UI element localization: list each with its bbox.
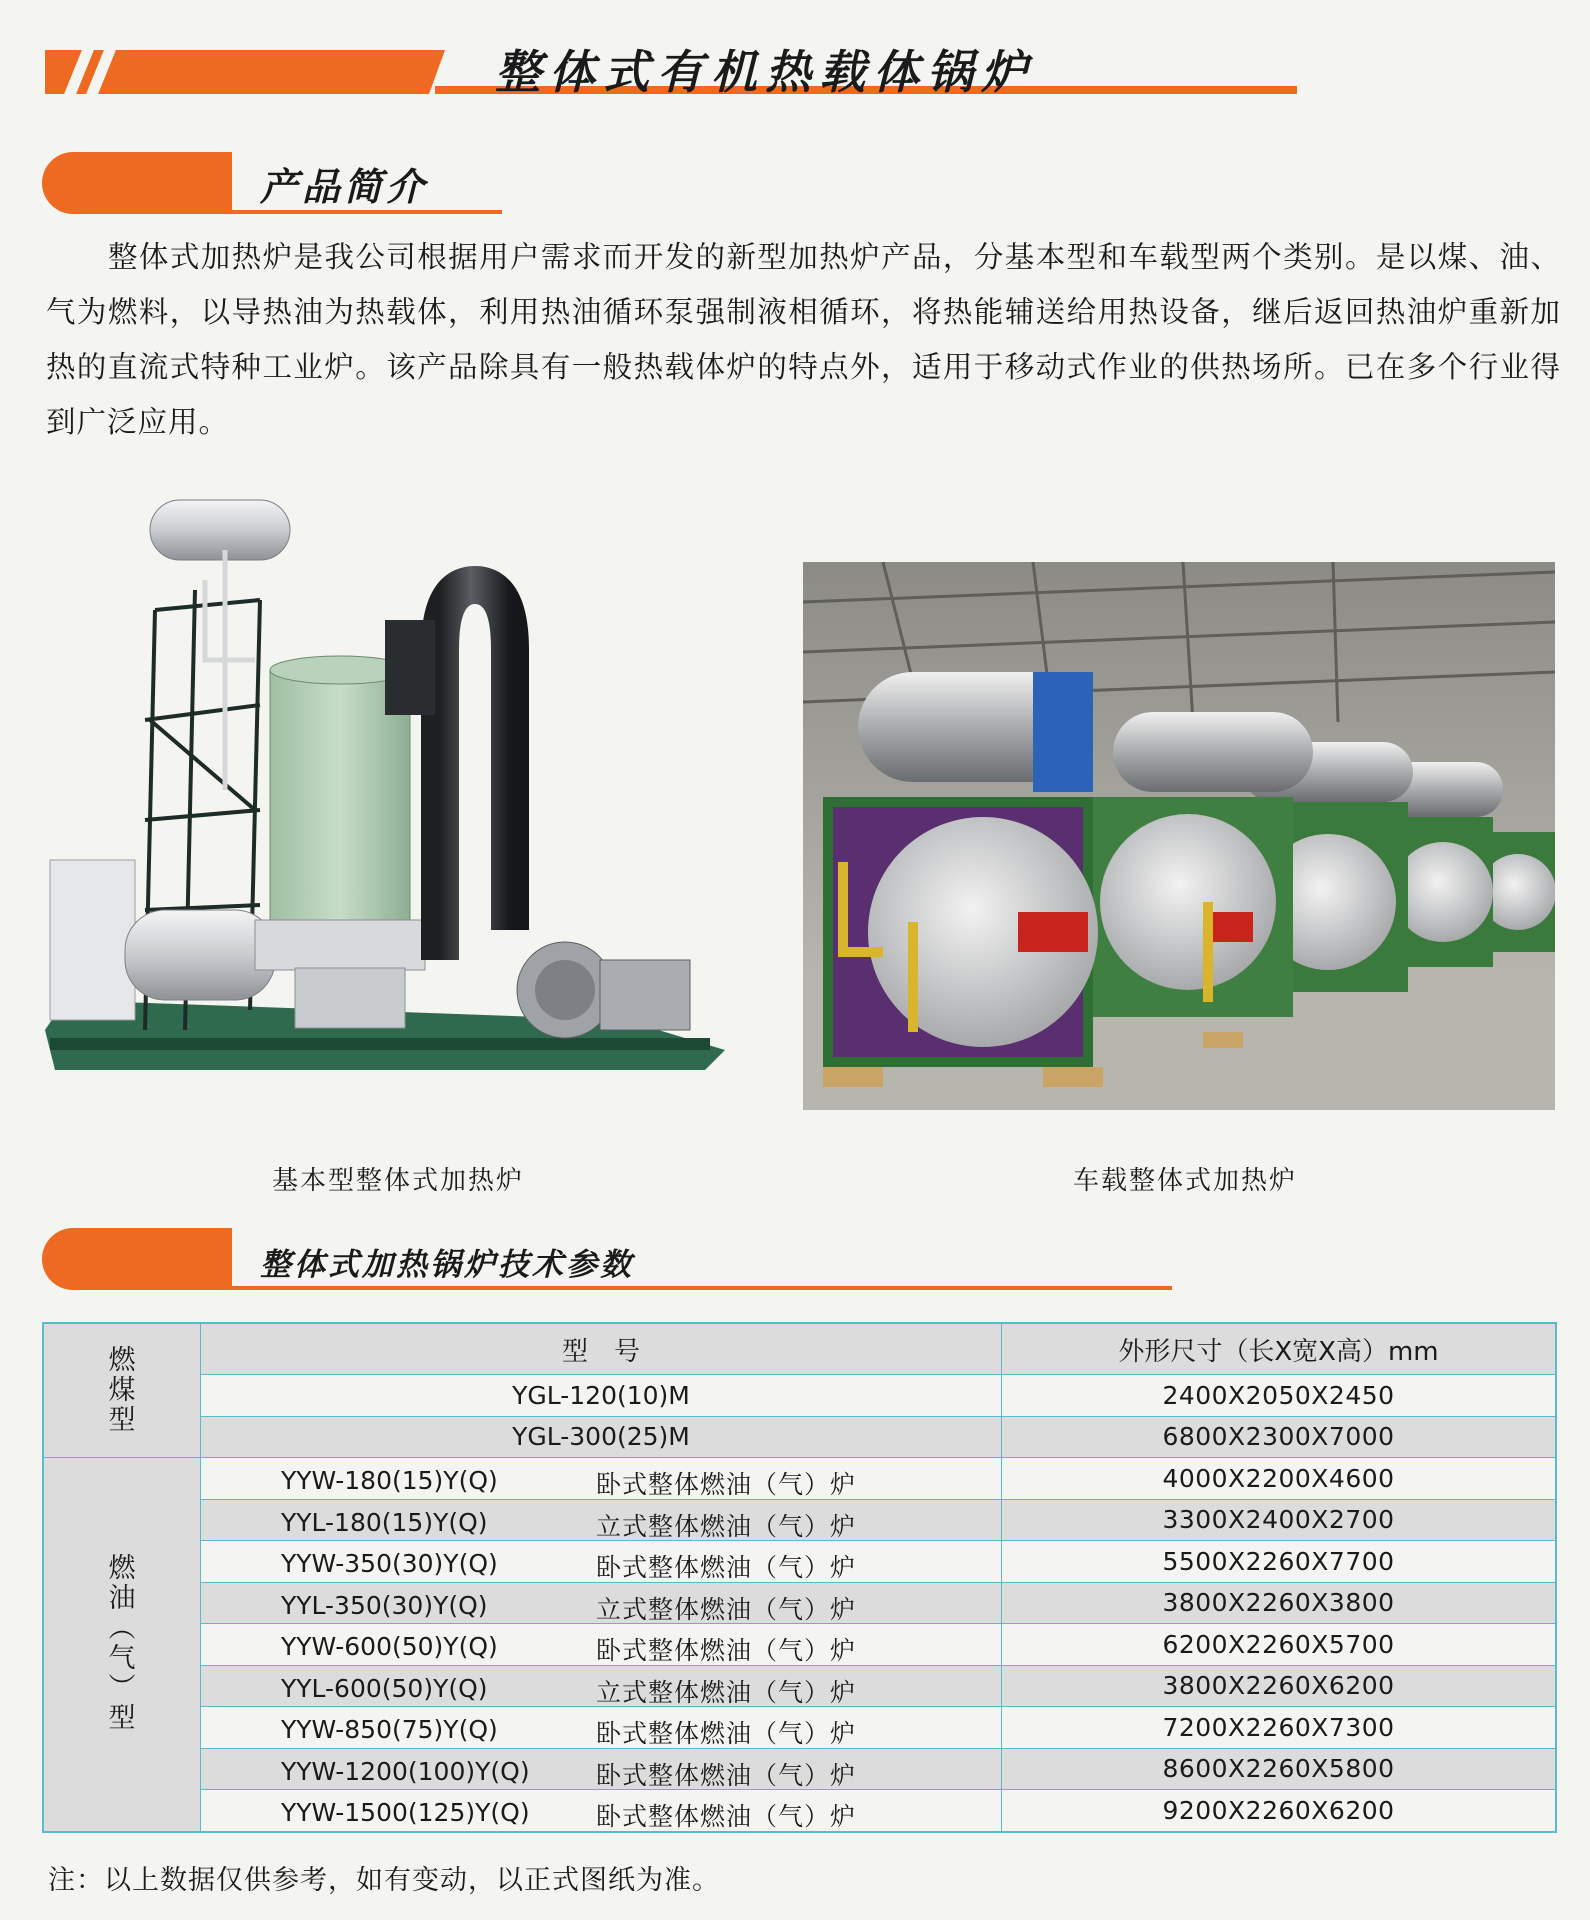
category-char: ︵ [108,1613,136,1645]
oil-category [43,1458,201,1832]
model-code: YYL-350(30)Y(Q) [281,1590,488,1620]
model-cell [201,1748,1002,1790]
table-row [43,1790,1556,1832]
table-row [43,1375,1556,1417]
category-char: ︶ [108,1673,136,1705]
section-pill [42,152,232,214]
model-cell [201,1541,1002,1583]
spec-section-header [42,1228,1172,1294]
table-row [43,1748,1556,1790]
model-cell [201,1582,1002,1624]
table-row [43,1665,1556,1707]
model-description: 卧式整体燃油（气）炉 [596,1553,857,1582]
model-code: YYL-600(50)Y(Q) [281,1673,488,1703]
model-cell [201,1665,1002,1707]
intro-section-header [42,152,502,218]
model-description: 卧式整体燃油（气）炉 [596,1802,857,1831]
dimensions-cell: 4000X2200X4600 [1002,1458,1557,1500]
coal-category [43,1323,201,1458]
spec-table [42,1322,1557,1833]
model-cell [201,1499,1002,1541]
table-row [43,1541,1556,1583]
model-code: YYW-350(30)Y(Q) [281,1549,498,1578]
model-code: YYW-850(75)Y(Q) [281,1715,498,1744]
spec-heading: 整体式加热锅炉技术参数 [260,1247,634,1283]
table-row [43,1458,1556,1500]
dimensions-cell: 8600X2260X5800 [1002,1748,1557,1790]
basic-heater-photo [45,490,745,1075]
dimensions-cell: 9200X2260X6200 [1002,1790,1557,1832]
section-underline [228,1286,1172,1290]
dimensions-cell: 3300X2400X2700 [1002,1499,1557,1541]
category-char: 燃 [108,1553,136,1585]
model-cell: YGL-300(25)M [201,1416,1002,1458]
category-char: 煤 [108,1374,136,1406]
dimensions-cell: 3800X2260X6200 [1002,1665,1557,1707]
table-row [43,1582,1556,1624]
dimensions-cell: 3800X2260X3800 [1002,1582,1557,1624]
model-description: 卧式整体燃油（气）炉 [596,1719,857,1748]
model-description: 卧式整体燃油（气）炉 [596,1760,857,1790]
category-char: 油 [108,1583,136,1615]
page-title: 整体式有机热载体锅炉 [495,45,1035,99]
model-description: 立式整体燃油（气）炉 [596,1594,857,1624]
model-description: 卧式整体燃油（气）炉 [596,1636,857,1665]
table-row [43,1416,1556,1458]
model-code: YYW-600(50)Y(Q) [281,1632,498,1661]
dimensions-cell: 2400X2050X2450 [1002,1375,1557,1417]
model-cell: YGL-120(10)M [201,1375,1002,1417]
model-code: YYW-1200(100)Y(Q) [281,1756,530,1786]
intro-heading: 产品简介 [260,165,429,209]
category-char: 气 [108,1643,136,1675]
header-dimensions: 外形尺寸（长X宽X高）mm [1002,1323,1557,1375]
section-pill [42,1228,232,1290]
model-description: 立式整体燃油（气）炉 [596,1677,857,1707]
model-cell [201,1790,1002,1832]
truck-heater-photo [803,562,1555,1110]
model-code: YYW-1500(125)Y(Q) [281,1798,530,1827]
basic-heater-caption: 基本型整体式加热炉 [272,1166,525,1196]
table-header-row [43,1323,1556,1375]
category-char: 型 [108,1404,136,1436]
title-banner [45,45,1295,99]
model-cell [201,1624,1002,1666]
footnote: 注：以上数据仅供参考，如有变动，以正式图纸为准。 [48,1865,720,1896]
header-model: 型 号 [201,1323,1002,1375]
model-description: 卧式整体燃油（气）炉 [596,1470,857,1499]
dimensions-cell: 6800X2300X7000 [1002,1416,1557,1458]
intro-paragraph: 整体式加热炉是我公司根据用户需求而开发的新型加热炉产品，分基本型和车载型两个类别。是以煤、油、气为燃料，以导热油为热载体，利用热油循环泵强制液相循环，将热能辅送给用热设备，继后返回热油炉重新加热的直流式特种工业炉。该产品除具有一般热载体炉的特点外，适用于移动式作业的供热场所。已在多个行业得到广泛应用。 [46,240,1561,439]
model-code: YYW-180(15)Y(Q) [281,1466,498,1495]
dimensions-cell: 7200X2260X7300 [1002,1707,1557,1749]
truck-heater-caption: 车载整体式加热炉 [1073,1166,1298,1196]
category-char: 型 [108,1703,136,1735]
dimensions-cell: 5500X2260X7700 [1002,1541,1557,1583]
model-cell [201,1458,1002,1500]
model-cell [201,1707,1002,1749]
dimensions-cell: 6200X2260X5700 [1002,1624,1557,1666]
model-code: YYL-180(15)Y(Q) [281,1507,488,1537]
category-char: 燃 [108,1344,136,1376]
table-row [43,1499,1556,1541]
table-row [43,1707,1556,1749]
table-row [43,1624,1556,1666]
model-description: 立式整体燃油（气）炉 [596,1511,857,1541]
